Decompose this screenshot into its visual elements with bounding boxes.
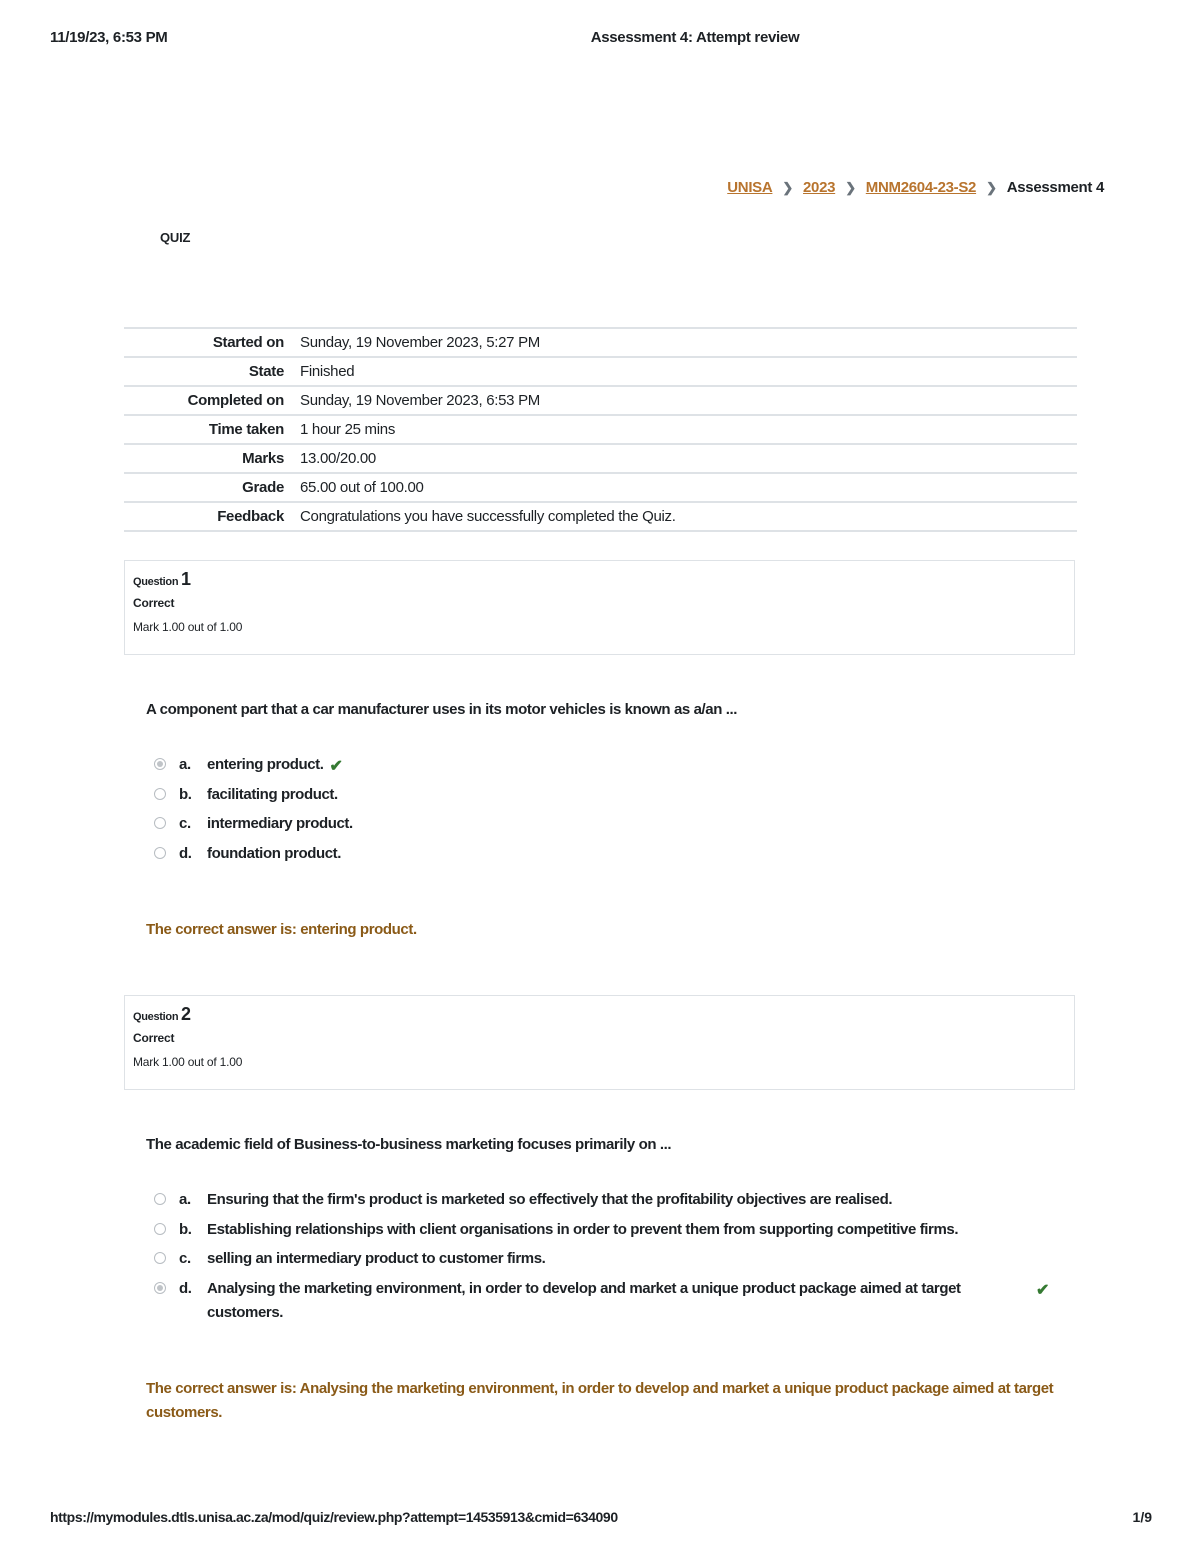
question-text: A component part that a car manufacturer uses in its motor vehicles is known as a/an ...	[146, 701, 738, 718]
print-datetime: 11/19/23, 6:53 PM	[50, 29, 168, 46]
answer-option[interactable]	[154, 1191, 1054, 1221]
summary-label: Marks	[242, 450, 284, 467]
page-context-label: QUIZ	[160, 230, 191, 245]
summary-label: Time taken	[208, 421, 284, 438]
question-grade: Mark 1.00 out of 1.00	[133, 620, 243, 634]
summary-row-marks	[124, 444, 1077, 473]
radio-unselected[interactable]	[154, 1252, 166, 1264]
answer-letter: d.	[179, 844, 192, 862]
answer-letter: d.	[179, 1279, 192, 1297]
answer-letter: c.	[179, 815, 191, 832]
summary-row-feedback	[124, 502, 1077, 531]
answer-letter: c.	[179, 1250, 191, 1267]
answer-option[interactable]	[154, 1221, 1054, 1251]
answer-letter: a.	[179, 1191, 191, 1208]
right-answer-feedback: The correct answer is: entering product.	[146, 921, 417, 938]
answer-option[interactable]	[154, 756, 1054, 786]
answer-option[interactable]	[154, 786, 1054, 816]
radio-selected[interactable]	[154, 758, 166, 770]
summary-label: Grade	[242, 479, 284, 496]
summary-value: Finished	[300, 363, 355, 380]
question-state: Correct	[133, 1031, 175, 1045]
question-number-value: 2	[181, 1004, 191, 1024]
summary-value: Sunday, 19 November 2023, 6:53 PM	[300, 392, 540, 409]
question-number	[133, 1004, 1066, 1025]
answer-letter: a.	[179, 756, 191, 773]
radio-unselected[interactable]	[154, 847, 166, 859]
answer-text: selling an intermediary product to customer firms.	[207, 1250, 546, 1267]
answer-text: facilitating product.	[207, 785, 338, 803]
summary-row-time-taken	[124, 415, 1077, 444]
answer-option[interactable]	[154, 1250, 1054, 1280]
breadcrumb	[727, 179, 1104, 196]
chevron-right-icon: ❯	[782, 179, 794, 195]
summary-label: Completed on	[187, 392, 284, 409]
summary-value: Congratulations you have successfully completed the Quiz.	[300, 508, 676, 525]
attempt-summary-table	[124, 327, 1077, 532]
breadcrumb-link-unisa[interactable]: UNISA	[727, 179, 773, 196]
summary-value: Sunday, 19 November 2023, 5:27 PM	[300, 334, 540, 351]
print-page-number: 1/9	[1132, 1509, 1152, 1525]
summary-row-grade	[124, 473, 1077, 502]
answer-option[interactable]	[154, 815, 1054, 845]
answer-list	[154, 1191, 1054, 1332]
print-footer-url: https://mymodules.dtls.unisa.ac.za/mod/quiz/review.php?attempt=14535913&cmid=634090	[50, 1509, 618, 1525]
answer-list	[154, 756, 1054, 874]
question-info-box	[124, 995, 1075, 1090]
check-icon: ✔	[329, 758, 343, 775]
radio-unselected[interactable]	[154, 788, 166, 800]
radio-unselected[interactable]	[154, 1223, 166, 1235]
summary-row-state	[124, 357, 1077, 386]
right-answer-feedback: The correct answer is: Analysing the marketing environment, in order to develop and market a unique product package aimed at target customers.	[146, 1380, 1054, 1421]
question-text: The academic field of Business-to-business marketing focuses primarily on ...	[146, 1136, 672, 1153]
summary-row-started	[124, 328, 1077, 357]
summary-value: 13.00/20.00	[300, 450, 376, 467]
summary-label: Started on	[212, 334, 284, 351]
question-label: Question	[133, 576, 179, 588]
question-number-value: 1	[181, 569, 191, 589]
print-page-title	[0, 29, 1200, 46]
answer-text: Establishing relationships with client organisations in order to prevent them from supporting competitive firms.	[207, 1220, 959, 1238]
chevron-right-icon: ❯	[986, 179, 997, 195]
question-info-box	[124, 560, 1075, 655]
answer-option[interactable]	[154, 1280, 1054, 1332]
answer-text: foundation product.	[207, 844, 342, 862]
breadcrumb-link-course[interactable]: MNM2604-23-S2	[865, 179, 977, 196]
chevron-right-icon: ❯	[845, 179, 856, 195]
summary-label: State	[248, 363, 284, 380]
summary-label: Feedback	[217, 508, 284, 525]
answer-text: intermediary product.	[207, 815, 353, 832]
breadcrumb-link-year[interactable]: 2023	[803, 179, 836, 196]
answer-option[interactable]	[154, 845, 1054, 875]
check-icon: ✔	[1036, 1281, 1050, 1299]
question-state: Correct	[133, 596, 175, 610]
summary-value: 65.00 out of 100.00	[300, 479, 424, 496]
print-page-title-text: Assessment 4: Attempt review	[590, 29, 800, 46]
question-grade: Mark 1.00 out of 1.00	[133, 1055, 243, 1069]
radio-unselected[interactable]	[154, 1193, 166, 1205]
answer-text: Ensuring that the firm's product is marketed so effectively that the profitability objectives are realised.	[207, 1191, 893, 1208]
summary-value: 1 hour 25 mins	[300, 421, 396, 438]
answer-letter: b.	[179, 1220, 192, 1238]
radio-unselected[interactable]	[154, 817, 166, 829]
question-number	[133, 569, 1066, 590]
breadcrumb-current: Assessment 4	[1006, 179, 1104, 196]
question-label: Question	[133, 1011, 179, 1023]
summary-row-completed	[124, 386, 1077, 415]
answer-text: entering product.	[207, 756, 324, 773]
answer-text: Analysing the marketing environment, in order to develop and market a unique product package aimed at target customers.	[207, 1279, 961, 1321]
radio-selected[interactable]	[154, 1282, 166, 1294]
answer-letter: b.	[179, 785, 192, 803]
